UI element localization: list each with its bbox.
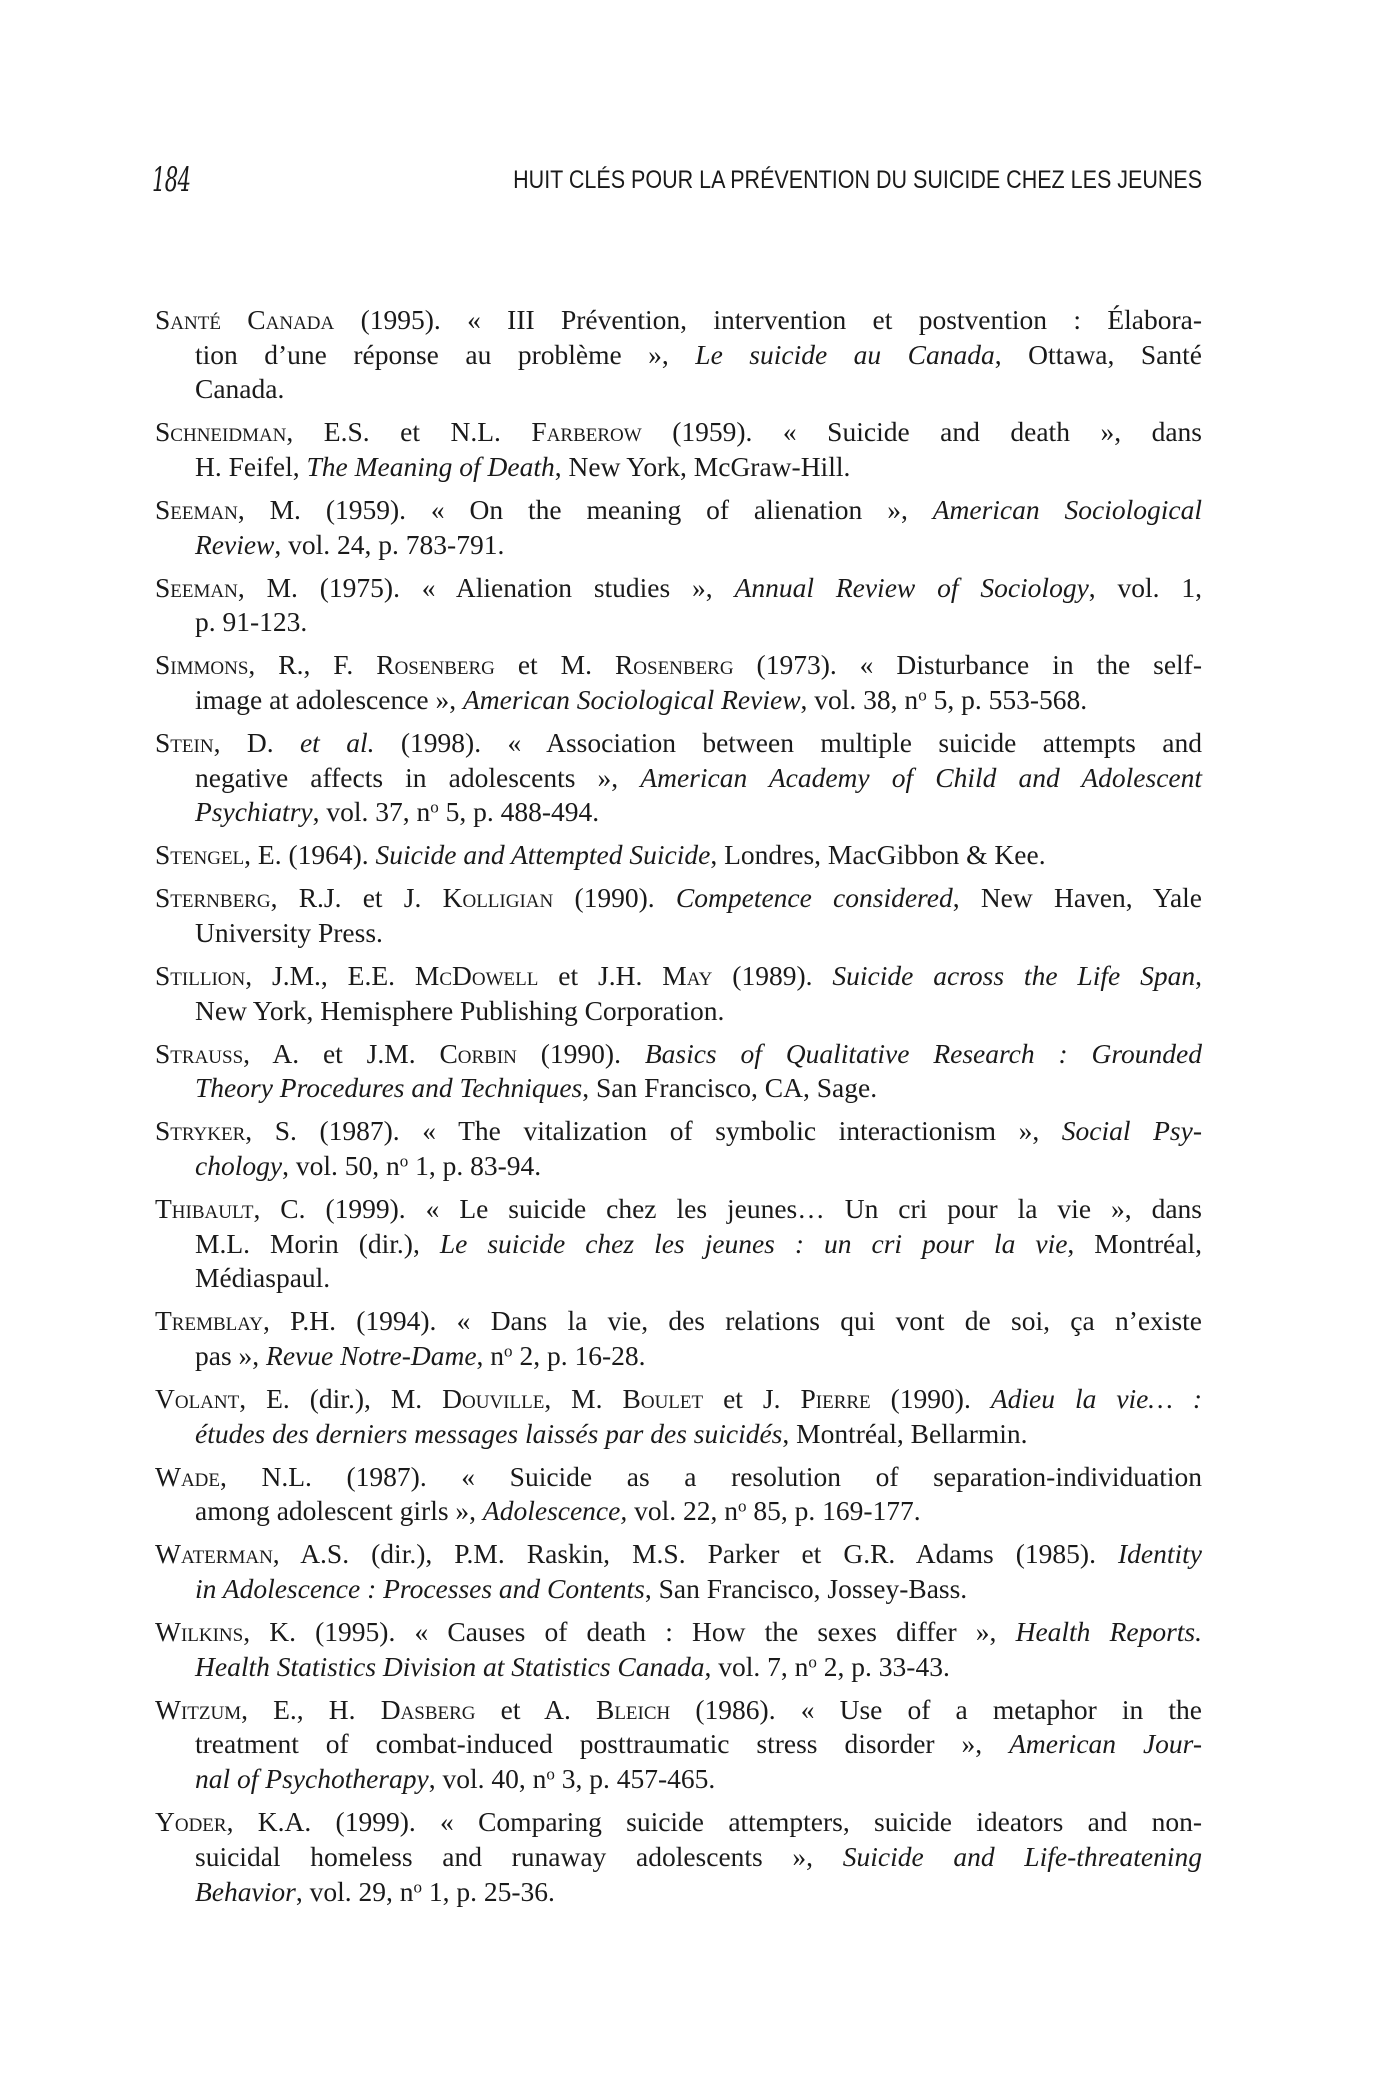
reference-line <box>155 1840 1202 1875</box>
reference-line <box>155 1071 1202 1106</box>
reference-text: 5, p. 553-568. <box>926 684 1088 716</box>
title-italic: American Sociological Review <box>463 684 801 716</box>
superscript: o <box>399 1151 409 1171</box>
reference-text: vol. 22, n <box>627 1495 738 1527</box>
reference-entry <box>155 1037 1202 1106</box>
reference-line <box>155 726 1202 761</box>
author-name: Simmons <box>155 649 249 681</box>
reference-entry <box>155 1693 1202 1797</box>
reference-text: , J.M., E.E. <box>245 960 415 992</box>
superscript: o <box>504 1341 513 1361</box>
author-name: Pierre <box>800 1383 871 1415</box>
author-name: Stein <box>155 727 214 759</box>
reference-text: , E.S. et N.L. <box>286 416 532 448</box>
reference-text: (1973). « Disturbance in the self- <box>733 649 1202 681</box>
reference-text: Canada. <box>195 373 285 405</box>
title-italic: études des derniers messages laissés par des suicidés <box>195 1417 783 1449</box>
reference-text: , vol. 24, p. 783-791. <box>274 528 505 560</box>
reference-text: pas », <box>195 1340 267 1372</box>
author-name: Rosenberg <box>614 649 734 681</box>
author-name: Strauss <box>155 1037 244 1069</box>
reference-text: image at adolescence », <box>195 684 463 716</box>
reference-text: , Montréal, <box>1067 1227 1202 1259</box>
superscript: o <box>918 685 927 705</box>
reference-text: , K.A. (1999). « Comparing suicide attempters, suicide ideators and non- <box>226 1806 1202 1838</box>
author-name: Dasberg <box>380 1693 476 1725</box>
reference-line <box>155 1650 1202 1685</box>
author-name: Yoder <box>155 1806 227 1838</box>
reference-line <box>155 571 1202 606</box>
title-italic: Theory Procedures and Techniques <box>195 1072 583 1104</box>
reference-line <box>155 1615 1202 1650</box>
reference-line <box>155 1339 1202 1374</box>
reference-line <box>155 415 1202 450</box>
title-italic: Adieu la vie… : <box>990 1383 1202 1415</box>
reference-text: 1, p. 25-36. <box>421 1875 555 1907</box>
reference-text: suicidal homeless and runaway adolescents », <box>195 1840 843 1872</box>
reference-line <box>155 881 1202 916</box>
author-name: Schneidman <box>155 416 287 448</box>
reference-text: , M. (1975). « Alienation studies », <box>237 571 735 603</box>
title-italic: Review <box>195 528 275 560</box>
reference-line <box>155 683 1202 718</box>
reference-line <box>155 1494 1202 1529</box>
title-italic: Behavior <box>195 1875 296 1907</box>
reference-text: (1959). « Suicide and death », dans <box>641 416 1202 448</box>
reference-line <box>155 648 1202 683</box>
title-italic: American Jour- <box>1009 1728 1202 1760</box>
reference-entry <box>155 881 1202 950</box>
reference-text: , M. <box>544 1383 623 1415</box>
reference-entry <box>155 1805 1202 1909</box>
title-italic: Suicide and Life-threatening <box>842 1840 1202 1872</box>
reference-text: , N.L. (1987). « Suicide as a resolution of separation-individuation <box>220 1460 1202 1492</box>
reference-text: 2, p. 16-28. <box>512 1340 646 1372</box>
superscript: o <box>808 1652 817 1672</box>
reference-text: , S. (1987). « The vitalization of symbolic interactionism », <box>245 1115 1062 1147</box>
reference-line <box>155 338 1202 373</box>
reference-text: , E., H. <box>241 1693 381 1725</box>
author-name: Kolligian <box>442 882 554 914</box>
reference-text: , <box>1195 960 1202 992</box>
author-name: Stengel <box>155 839 245 871</box>
reference-entry <box>155 1304 1202 1373</box>
title-italic: Adolescence, <box>482 1495 628 1527</box>
title-italic: Social Psy- <box>1061 1115 1202 1147</box>
author-name: Volant <box>155 1383 240 1415</box>
author-name: Waterman <box>155 1538 273 1570</box>
reference-line <box>155 303 1202 338</box>
reference-text: , San Francisco, Jossey-Bass. <box>644 1573 968 1605</box>
reference-text: University Press. <box>195 917 383 949</box>
title-italic: Le suicide chez les jeunes : un cri pour la vie <box>439 1227 1068 1259</box>
reference-text: , vol. 37, n <box>312 796 431 828</box>
superscript: o <box>737 1496 747 1516</box>
reference-text: 3, p. 457-465. <box>554 1763 716 1795</box>
reference-entry <box>155 1382 1202 1451</box>
author-name: Sternberg <box>155 882 271 914</box>
reference-text: Médiaspaul. <box>195 1262 331 1294</box>
reference-entry <box>155 838 1202 873</box>
reference-text: (1990). <box>870 1383 991 1415</box>
reference-entry <box>155 648 1202 717</box>
bibliography-list <box>155 303 1202 1918</box>
superscript: o <box>413 1877 422 1897</box>
reference-entry <box>155 415 1202 484</box>
reference-line <box>155 1037 1202 1072</box>
reference-text: , n <box>476 1340 505 1372</box>
reference-line <box>155 1875 1202 1910</box>
title-italic: The Meaning of Death <box>306 451 555 483</box>
reference-text: , P.H. (1994). « Dans la vie, des relations qui vont de soi, ça n’existe <box>262 1305 1202 1337</box>
author-name: Stillion <box>155 960 246 992</box>
reference-line <box>155 795 1202 830</box>
reference-line <box>155 1192 1202 1227</box>
reference-entry <box>155 493 1202 562</box>
reference-text: M.L. Morin (dir.), <box>195 1227 440 1259</box>
title-italic: chology <box>195 1150 283 1182</box>
reference-text: , vol. 1, <box>1088 571 1203 603</box>
reference-entry <box>155 1615 1202 1684</box>
author-name: McDowell <box>414 960 539 992</box>
title-italic: Competence considered <box>675 882 953 914</box>
reference-line <box>155 1227 1202 1262</box>
running-title: HUIT CLÉS POUR LA PRÉVENTION DU SUICIDE CHEZ LES JEUNES <box>513 166 1202 194</box>
author-name: Wilkins <box>155 1616 244 1648</box>
author-name: May <box>662 960 713 992</box>
reference-line <box>155 493 1202 528</box>
reference-text: 1, p. 83-94. <box>408 1150 542 1182</box>
reference-line <box>155 450 1202 485</box>
author-name: Santé Canada <box>155 304 361 335</box>
author-name: Douville <box>442 1383 545 1415</box>
reference-text: , R.J. et J. <box>270 882 443 914</box>
title-italic: Le suicide au Canada <box>695 338 995 370</box>
reference-text: (1986). « Use of a metaphor in the <box>670 1693 1202 1725</box>
page-number: 184 <box>152 160 191 200</box>
title-italic: et al. <box>299 727 375 759</box>
title-italic: Basics of Qualitative Research : Grounded <box>644 1037 1202 1069</box>
reference-text: et M. <box>494 649 615 681</box>
reference-entry <box>155 571 1202 640</box>
reference-line <box>155 605 1202 640</box>
reference-text: , vol. 38, n <box>800 684 919 716</box>
title-italic: Health Statistics Division at Statistics Canada <box>195 1650 705 1682</box>
reference-text: , New Haven, Yale <box>952 882 1202 914</box>
title-italic: American Sociological <box>932 494 1202 526</box>
author-name: Seeman <box>155 494 238 526</box>
author-name: Corbin <box>439 1037 517 1069</box>
reference-line <box>155 1460 1202 1495</box>
reference-text: et J. <box>703 1383 801 1415</box>
reference-line <box>155 1114 1202 1149</box>
reference-text: , D. <box>213 727 300 759</box>
title-italic: Psychiatry <box>195 796 313 828</box>
reference-text: 5, p. 488-494. <box>438 796 600 828</box>
title-italic: Suicide across the Life Span <box>832 960 1196 992</box>
reference-text: (1989). <box>712 960 833 992</box>
reference-text: among adolescent girls », <box>195 1495 483 1527</box>
reference-text: , E. (1964). <box>244 839 376 871</box>
title-italic: Health Reports. <box>1015 1616 1202 1648</box>
reference-line <box>155 372 1202 407</box>
author-name: Boulet <box>622 1383 704 1415</box>
reference-text: , M. (1959). « On the meaning of alienation », <box>237 494 933 526</box>
reference-text: New York, Hemisphere Publishing Corporation. <box>195 994 725 1026</box>
reference-text: , Londres, MacGibbon & Kee. <box>710 839 1046 871</box>
reference-text: , E. (dir.), M. <box>239 1383 443 1415</box>
reference-line <box>155 1537 1202 1572</box>
reference-entry <box>155 303 1202 407</box>
reference-line <box>155 1727 1202 1762</box>
reference-text: (1998). « Association between multiple suicide attempts and <box>374 727 1202 759</box>
reference-text: , R., F. <box>248 649 377 681</box>
reference-entry <box>155 726 1202 830</box>
reference-text: , San Francisco, CA, Sage. <box>582 1072 878 1104</box>
reference-entry <box>155 1192 1202 1296</box>
reference-text: et A. <box>475 1693 596 1725</box>
title-italic: in Adolescence : Processes and Contents <box>195 1573 645 1605</box>
reference-text: (1990). <box>553 882 676 914</box>
reference-line <box>155 1572 1202 1607</box>
reference-line <box>155 1382 1202 1417</box>
reference-text: treatment of combat-induced posttraumatic stress disorder », <box>195 1728 1010 1760</box>
title-italic: American Academy of Child and Adolescent <box>640 761 1202 793</box>
reference-line <box>155 838 1202 873</box>
reference-text: , vol. 40, n <box>428 1763 547 1795</box>
author-name: Thibault <box>155 1193 254 1225</box>
reference-text: negative affects in adolescents », <box>195 761 641 793</box>
reference-line <box>155 916 1202 951</box>
reference-entry <box>155 1114 1202 1183</box>
reference-line <box>155 1417 1202 1452</box>
reference-line <box>155 1304 1202 1339</box>
reference-line <box>155 528 1202 563</box>
reference-text: , Montréal, Bellarmin. <box>782 1417 1028 1449</box>
reference-line <box>155 1762 1202 1797</box>
author-name: Wade <box>155 1460 221 1492</box>
author-name: Rosenberg <box>376 649 495 681</box>
title-italic: Suicide and Attempted Suicide <box>375 839 711 871</box>
reference-line <box>155 959 1202 994</box>
reference-line <box>155 994 1202 1029</box>
reference-text: 2, p. 33-43. <box>816 1650 950 1682</box>
title-italic: Annual Review of Sociology <box>734 571 1089 603</box>
reference-text: , Ottawa, Santé <box>994 338 1202 370</box>
title-italic: nal of Psychotherapy <box>195 1763 429 1795</box>
reference-text: p. 91-123. <box>195 606 308 638</box>
reference-text: tion d’une réponse au problème », <box>195 338 696 370</box>
reference-line <box>155 761 1202 796</box>
reference-text: et J.H. <box>538 960 663 992</box>
author-name: Witzum <box>155 1693 242 1725</box>
reference-text: , vol. 50, n <box>282 1150 400 1182</box>
reference-entry <box>155 1460 1202 1529</box>
title-italic: Revue Notre-Dame <box>266 1340 477 1372</box>
reference-line <box>155 1149 1202 1184</box>
reference-line <box>155 1261 1202 1296</box>
superscript: o <box>546 1764 555 1784</box>
reference-text: (1995). « III Prévention, intervention et postvention : Élabora- <box>360 304 1202 335</box>
reference-text: H. Feifel, <box>195 451 307 483</box>
reference-text: (1990). <box>516 1037 645 1069</box>
author-name: Bleich <box>595 1693 671 1725</box>
reference-line <box>155 1805 1202 1840</box>
reference-text: , C. (1999). « Le suicide chez les jeunes… Un cri pour la vie », dans <box>253 1193 1202 1225</box>
reference-text: , K. (1995). « Causes of death : How the sexes differ », <box>243 1616 1016 1648</box>
reference-text: , A.S. (dir.), P.M. Raskin, M.S. Parker et G.R. Adams (1985). <box>272 1538 1118 1570</box>
superscript: o <box>430 797 439 817</box>
reference-text: , A. et J.M. <box>243 1037 440 1069</box>
author-name: Tremblay <box>155 1305 263 1337</box>
author-name: Seeman <box>155 571 238 603</box>
reference-text: , vol. 29, n <box>295 1875 414 1907</box>
reference-entry <box>155 1537 1202 1606</box>
reference-text: , New York, McGraw-Hill. <box>554 451 851 483</box>
title-italic: Identity <box>1118 1538 1202 1570</box>
reference-line <box>155 1693 1202 1728</box>
reference-text: 85, p. 169-177. <box>746 1495 921 1527</box>
reference-text: , vol. 7, n <box>704 1650 809 1682</box>
author-name: Farberow <box>531 416 642 448</box>
author-name: Stryker <box>155 1115 246 1147</box>
reference-entry <box>155 959 1202 1028</box>
